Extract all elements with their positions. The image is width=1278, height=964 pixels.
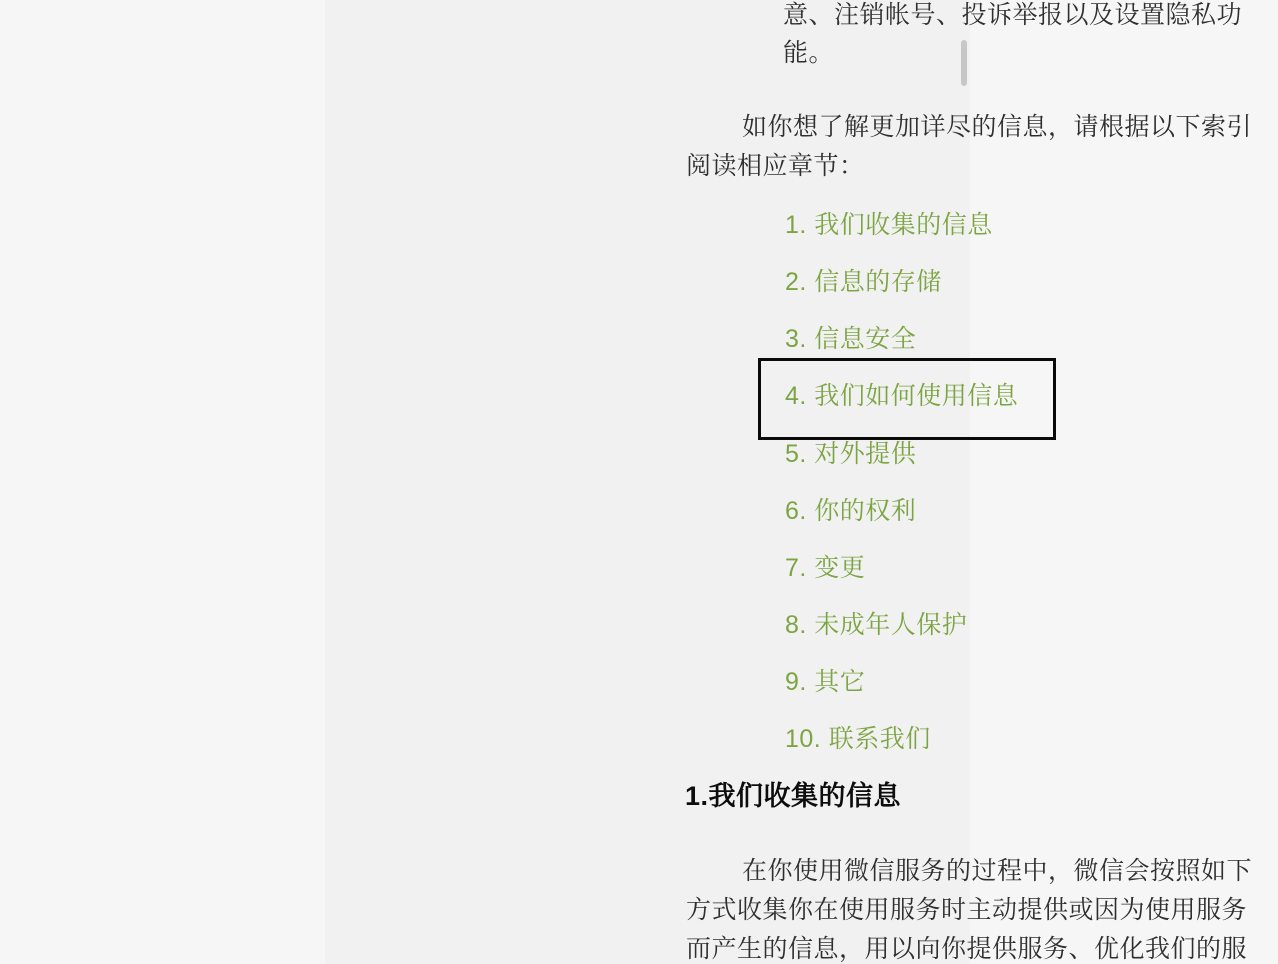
- toc-link-security[interactable]: 3. 信息安全: [785, 325, 917, 353]
- section-paragraph-line-3: 而产生的信息，用以向你提供服务、优化我们的服: [686, 935, 1248, 963]
- toc-link-how-we-use-info[interactable]: 4. 我们如何使用信息: [785, 382, 1019, 410]
- toc-link-contact-us[interactable]: 10. 联系我们: [785, 725, 931, 753]
- section-paragraph-line-1: 在你使用微信服务的过程中，微信会按照如下: [742, 857, 1253, 885]
- clipped-paragraph-line-1: 意、注销帐号、投诉举报以及设置隐私功: [783, 1, 1243, 29]
- scrollbar-thumb[interactable]: [961, 40, 967, 86]
- toc-link-storage[interactable]: 2. 信息的存储: [785, 268, 942, 296]
- toc-link-external-sharing[interactable]: 5. 对外提供: [785, 440, 917, 468]
- toc-link-changes[interactable]: 7. 变更: [785, 554, 866, 582]
- section-heading-collected-info: 1.我们收集的信息: [685, 781, 902, 811]
- clipped-paragraph-line-2: 能。: [783, 39, 835, 67]
- toc-link-others[interactable]: 9. 其它: [785, 668, 866, 696]
- toc-link-your-rights[interactable]: 6. 你的权利: [785, 497, 917, 525]
- section-paragraph-line-2: 方式收集你在使用服务时主动提供或因为使用服务: [686, 896, 1248, 924]
- index-intro-line-2: 阅读相应章节：: [686, 152, 865, 180]
- toc-link-collected-info[interactable]: 1. 我们收集的信息: [785, 211, 993, 239]
- privacy-policy-page: [325, 0, 1253, 964]
- toc-link-minor-protection[interactable]: 8. 未成年人保护: [785, 611, 968, 639]
- index-intro-line-1: 如你想了解更加详尽的信息，请根据以下索引: [742, 113, 1253, 141]
